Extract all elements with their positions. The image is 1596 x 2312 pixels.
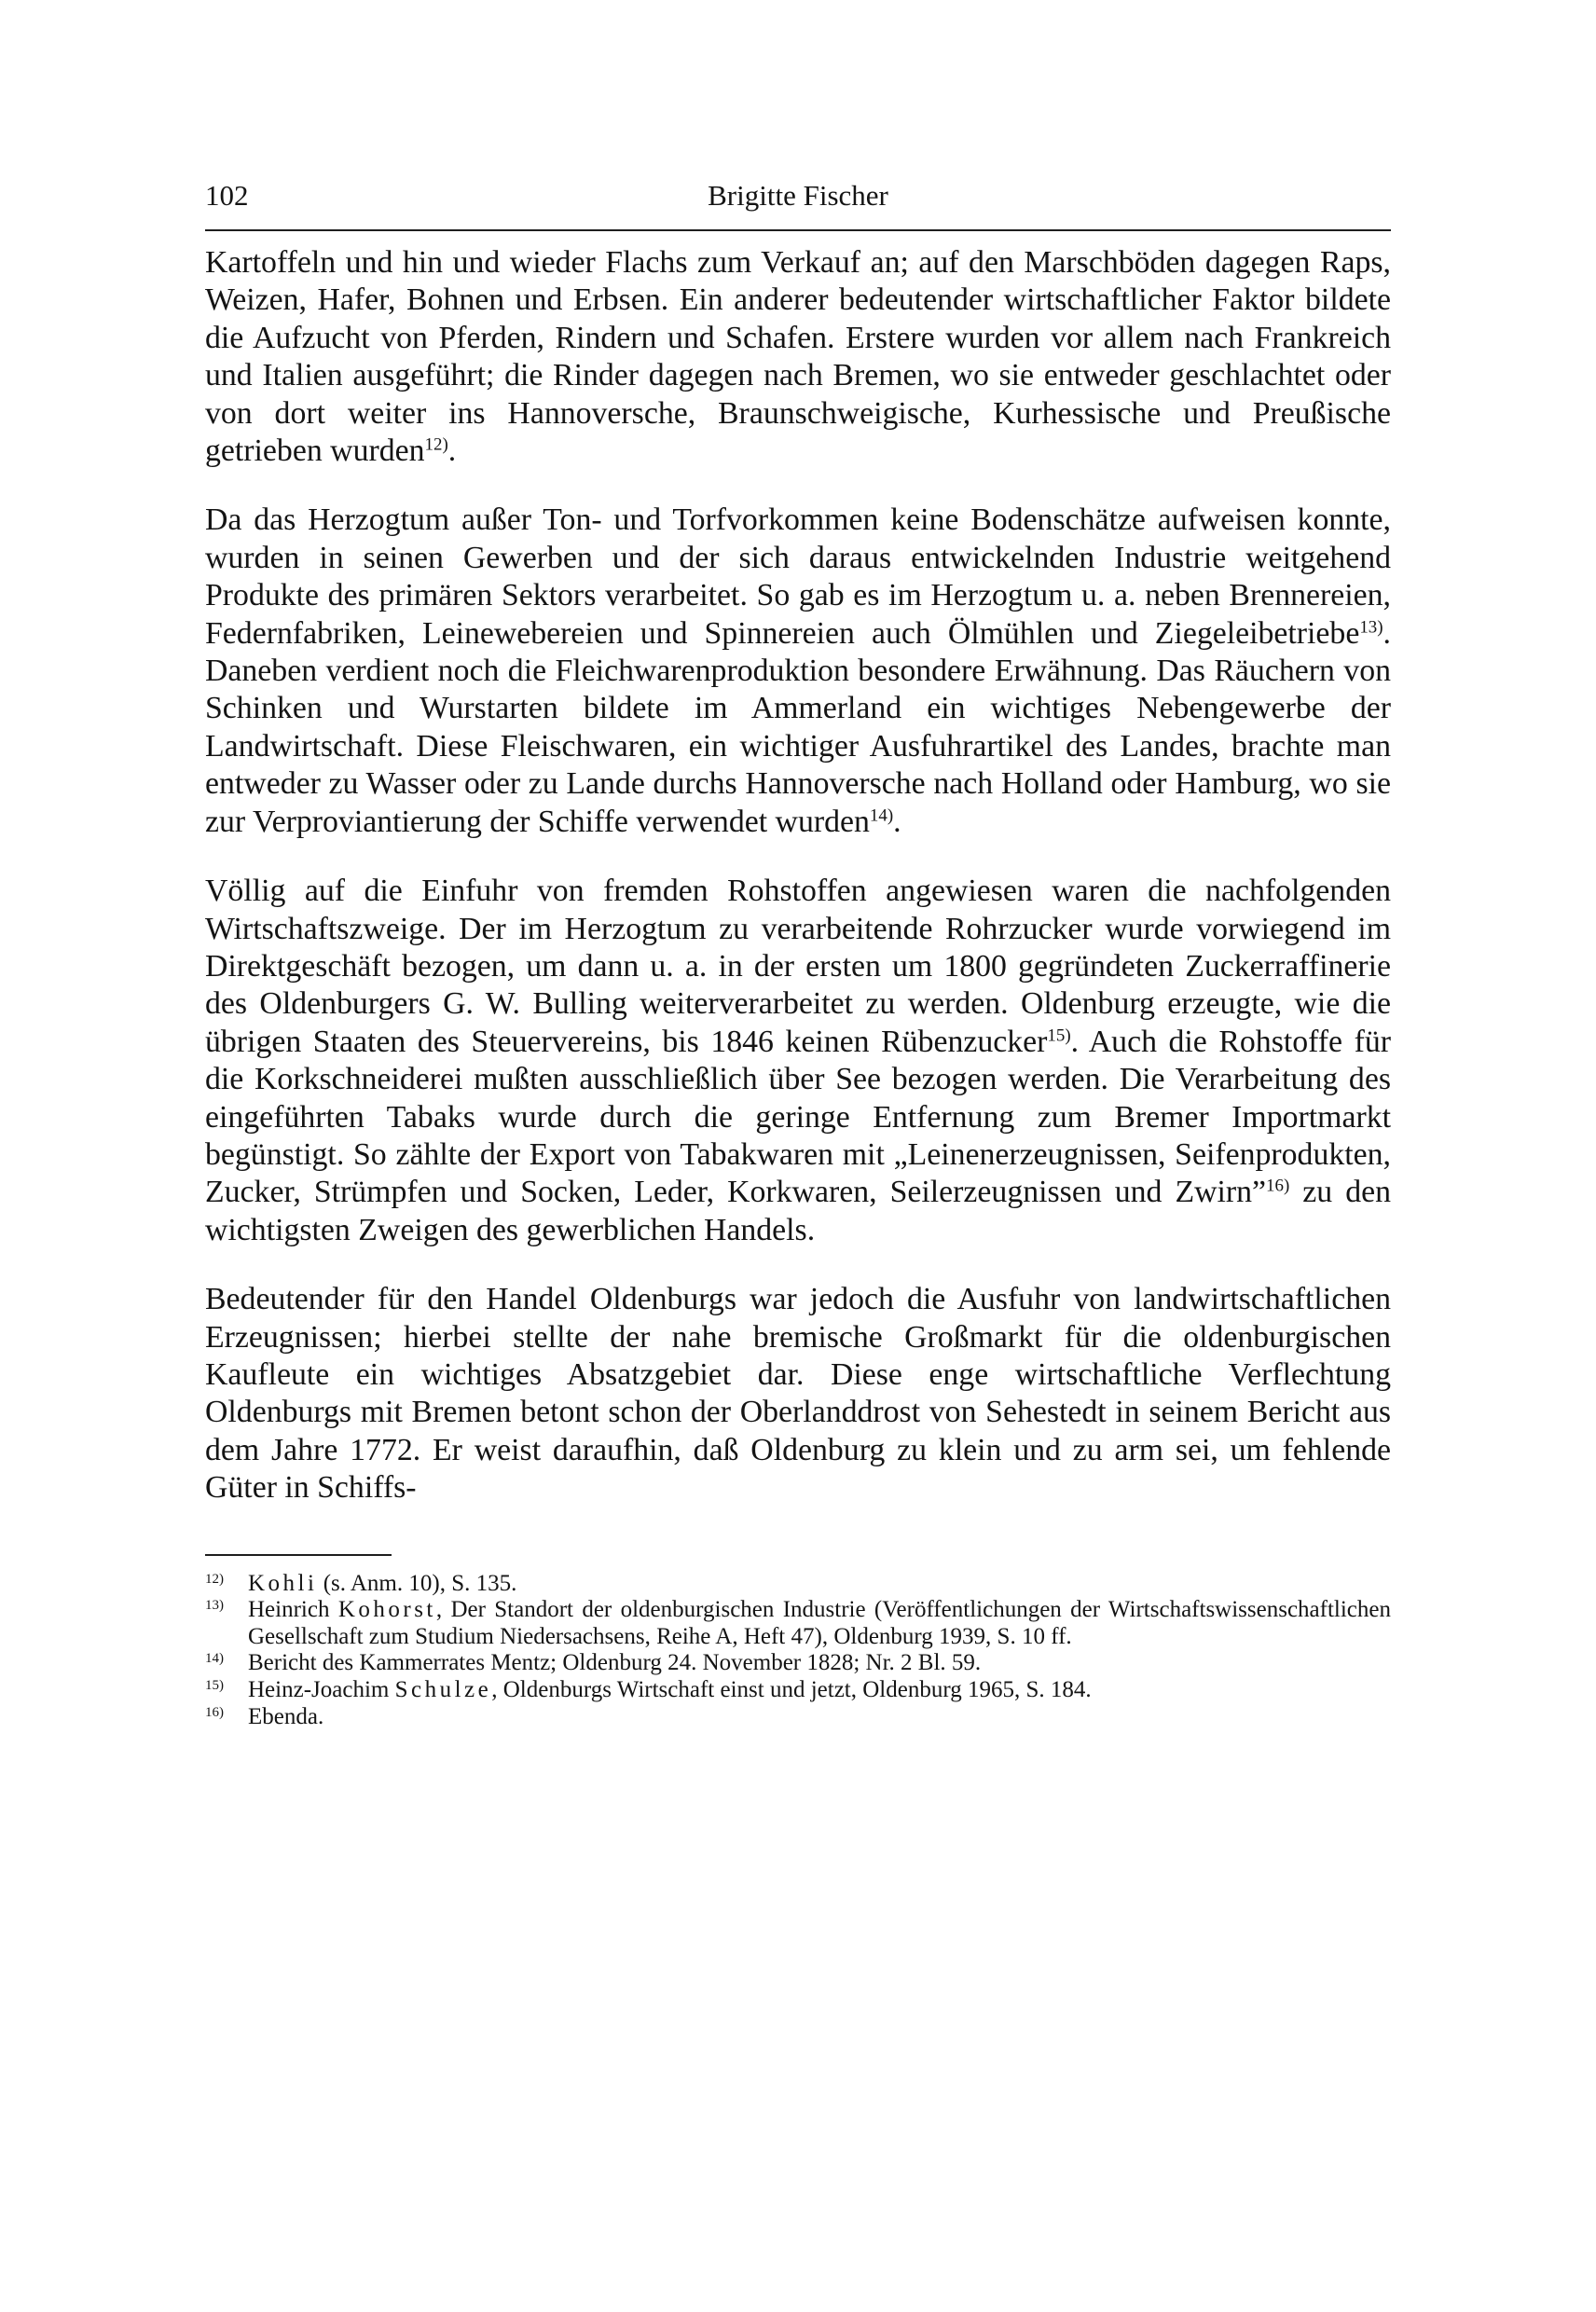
footnote-16: $^{16)}$ Ebenda. bbox=[205, 1703, 324, 1729]
running-head: Brigitte Fischer bbox=[708, 179, 888, 212]
footnote-13: $^{13)}$ Heinrich Kohorst, Der Standort der oldenburgischen Industrie (Veröffentlichungen der Wirtschaftswissenschaftlichen Gesellschaft zum Studium Niedersachsens, Reihe A, Heft 47), Oldenburg 1939, S. 10 ff. bbox=[205, 1597, 1391, 1649]
paragraph-2: Da das Herzogtum außer Ton- und Torfvorkommen keine Bodenschätze aufweisen konnte, wurden in seinen Gewerben und der sich daraus entwickelnden Industrie weitgehend Produkte des primären Sektors verarbeitet. So gab es im Herzogtum u. a. neben Brennereien, Federnfabriken, Leinewebereien und Spinnereien auch Ölmühlen und Ziegeleibetriebe$^{13)}$. Daneben verdient noch die Fleichwarenproduktion besondere Erwähnung. Das Räuchern von Schinken und Wurstarten bildete im Ammerland ein wichtiges Nebengewerbe der Landwirtschaft. Diese Fleischwaren, ein wichtiger Ausfuhrartikel des Landes, brachte man entweder zu Wasser oder zu Lande durchs Hannoversche nach Holland oder Hamburg, wo sie zur Verproviantierung der Schiffe verwendet wurden$^{14)}$. bbox=[205, 502, 1391, 839]
footnote-ref-16: 16) bbox=[1266, 1176, 1290, 1196]
footnote-rule bbox=[205, 1554, 392, 1556]
footnote-mark: 15) bbox=[205, 1677, 224, 1693]
footnote-15: $^{15)}$ Heinz-Joachim Schulze, Oldenburgs Wirtschaft einst und jetzt, Oldenburg 1965, S. 184. bbox=[205, 1676, 1092, 1702]
author-name: Kohorst bbox=[337, 1597, 436, 1623]
footnote-mark: 13) bbox=[205, 1597, 224, 1613]
footnote-mark: 16) bbox=[205, 1704, 224, 1720]
document-page bbox=[205, 168, 1391, 1730]
body-text bbox=[205, 244, 1391, 1507]
footnotes bbox=[205, 1571, 1391, 1731]
header-rule bbox=[205, 229, 1391, 231]
author-name: Schulze bbox=[394, 1676, 492, 1702]
footnote-mark: 12) bbox=[205, 1571, 224, 1587]
paragraph-1: Kartoffeln und hin und wieder Flachs zum Verkauf an; auf den Marschböden dagegen Raps, Weizen, Hafer, Bohnen und Erbsen. Ein anderer bedeutender wirtschaftlicher Faktor bildete die Aufzucht von Pferden, Rindern und Schafen. Erstere wurden vor allem nach Frankreich und Italien ausgeführt; die Rinder dagegen nach Bremen, wo sie entweder geschlachtet oder von dort weiter ins Hannoversche, Braunschweigische, Kurhessische und Preußische getrieben wurden$^{12)}$. bbox=[205, 245, 1391, 469]
paragraph-4: Bedeutender für den Handel Oldenburgs war jedoch die Ausfuhr von landwirtschaftlichen Erzeugnissen; hierbei stellte der nahe bremische Großmarkt für die oldenburgischen Kaufleute ein wichtiges Absatzgebiet dar. Diese enge wirtschaftliche Verflechtung Oldenburgs mit Bremen betont schon der Oberlanddrost von Sehestedt in seinem Bericht aus dem Jahre 1772. Er weist daraufhin, daß Oldenburg zu klein und zu arm sei, um fehlende Güter in Schiffs- bbox=[205, 1282, 1391, 1506]
paragraph-3: Völlig auf die Einfuhr von fremden Rohstoffen angewiesen waren die nachfolgenden Wirtschaftszweige. Der im Herzogtum zu verarbeitende Rohrzucker wurde vorwiegend im Direktgeschäft bezogen, um dann u. a. in der ersten um 1800 gegründeten Zuckerraffinerie des Oldenburgers G. W. Bulling weiterverarbeitet zu werden. Oldenburg erzeugte, wie die übrigen Staaten des Steuervereins, bis 1846 keinen Rübenzucker$^{15)}$. Auch die Rohstoffe für die Korkschneiderei mußten ausschließlich über See bezogen werden. Die Verarbeitung des eingeführten Tabaks wurde durch die geringe Entfernung zum Bremer Importmarkt begünstigt. So zählte der Export von Tabakwaren mit „Leinenerzeugnissen, Seifenprodukten, Zucker, Strümpfen und Socken, Leder, Korkwaren, Seilerzeugnissen und Zwirn”$^{16)}$ zu den wichtigsten Zweigen des gewerblichen Handels. bbox=[205, 874, 1391, 1247]
footnote-ref-13: 13) bbox=[1359, 616, 1383, 637]
footnote-ref-15: 15) bbox=[1047, 1025, 1071, 1045]
footnote-14: $^{14)}$ Bericht des Kammerrates Mentz; Oldenburg 24. November 1828; Nr. 2 Bl. 59. bbox=[205, 1650, 982, 1676]
footnote-12: $^{12)}$ Kohli (s. Anm. 10), S. 135. bbox=[205, 1570, 517, 1596]
author-name: Kohli bbox=[248, 1570, 318, 1596]
footnote-mark: 14) bbox=[205, 1651, 224, 1667]
footnote-ref-12: 12) bbox=[424, 434, 448, 455]
page-header bbox=[205, 168, 1391, 224]
page-number: 102 bbox=[205, 179, 249, 212]
footnote-ref-14: 14) bbox=[869, 805, 894, 825]
